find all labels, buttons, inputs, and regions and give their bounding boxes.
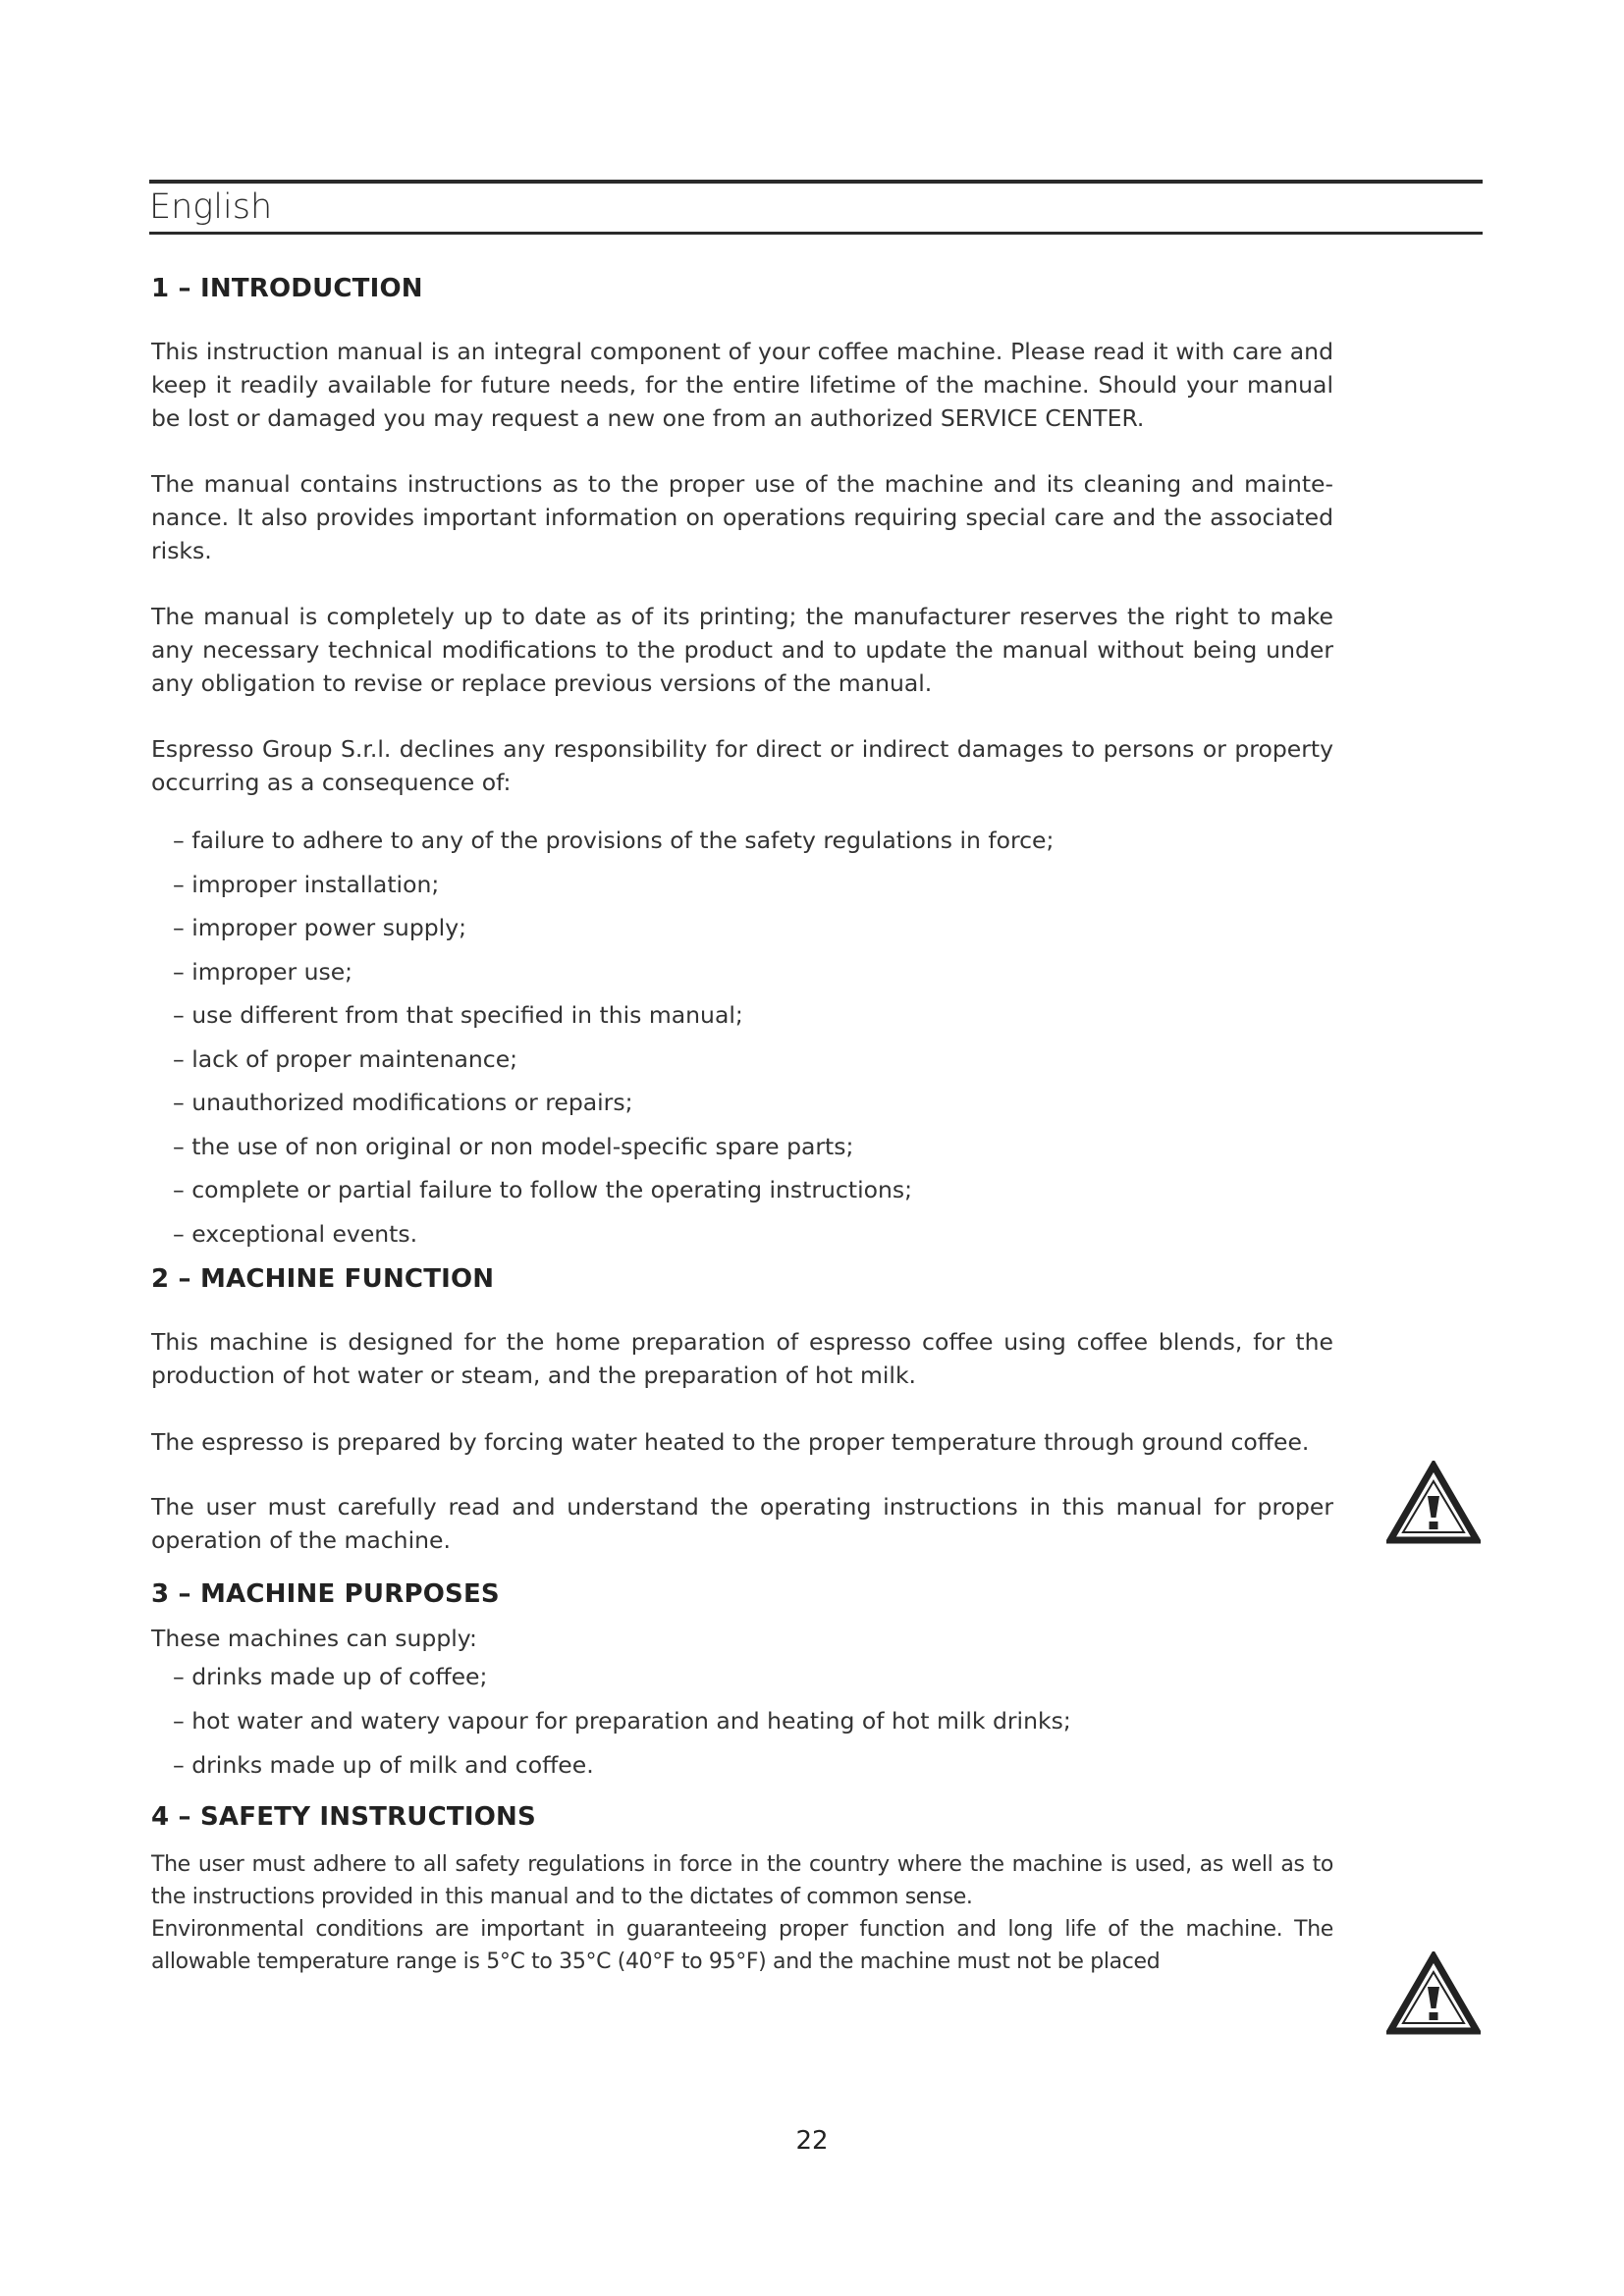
header-rule-top <box>149 180 1483 184</box>
paragraph: Environmental conditions are important in guaranteeing proper function and long life of the machine. The allowable temperature range is 5°C to 35°C (40°F to 95°F) and the machine must not be placed <box>151 1917 1333 1974</box>
list-item: – improper installation; <box>173 870 440 898</box>
list-item: – drinks made up of coffee; <box>173 1663 488 1690</box>
paragraph: Espresso Group S.r.l. declines any responsibility for direct or indirect damages to persons or property occurring as a consequence of: <box>151 735 1333 796</box>
paragraph: The espresso is prepared by forcing water heated to the proper temperature through ground coffee. <box>151 1428 1310 1456</box>
list-item: – improper use; <box>173 957 353 986</box>
list-item: – failure to adhere to any of the provisions of the safety regulations in force; <box>173 827 1055 854</box>
section-title: 2 – MACHINE FUNCTION <box>151 1264 495 1294</box>
paragraph: The manual contains instructions as to the proper use of the machine and its cleaning and maintenance. It also provides important information on operations requiring special care and the associated risks. <box>151 470 1333 564</box>
section-introduction <box>151 271 1333 1255</box>
paragraph: This instruction manual is an integral component of your coffee machine. Please read it with care and keep it readily available for future needs, for the entire lifetime of the machine. Should your manual be lost or damaged you may request a new one from an authorized SERVICE CENTER. <box>151 338 1333 432</box>
list-item: – complete or partial failure to follow the operating instructions; <box>173 1176 913 1203</box>
paragraph: The user must adhere to all safety regulations in force in the country where the machine is used, as well as to the instructions provided in this manual and to the dictates of common sense. <box>151 1852 1333 1909</box>
list-item: – use different from that specified in this manual; <box>173 1001 743 1029</box>
warning-triangle-icon <box>1386 1951 1481 2036</box>
list-item: – the use of non original or non model-specific spare parts; <box>173 1132 854 1160</box>
paragraph: The manual is completely up to date as of its printing; the manufacturer reserves the right to make any necessary technical modifications to the product and to update the manual without being under any obligation to revise or replace previous versions of the manual. <box>151 603 1333 697</box>
list-item: – lack of proper maintenance; <box>173 1044 518 1073</box>
warning-triangle-icon <box>1386 1461 1481 1545</box>
section-title: 4 – SAFETY INSTRUCTIONS <box>151 1802 536 1832</box>
list-item: – hot water and watery vapour for preparation and heating of hot milk drinks; <box>173 1707 1071 1735</box>
liability-list <box>151 819 1333 1255</box>
section-machine-function <box>151 1261 1333 1557</box>
language-label: English <box>149 187 273 227</box>
list-item: – drinks made up of milk and coffee. <box>173 1751 594 1779</box>
section-title: 3 – MACHINE PURPOSES <box>151 1579 500 1609</box>
list-item: – unauthorized modifications or repairs; <box>173 1089 633 1116</box>
section-machine-purposes <box>151 1576 1333 1788</box>
paragraph: The user must carefully read and understand the operating instructions in this manual for proper operation of the machine. <box>151 1493 1333 1554</box>
list-item: – exceptional events. <box>173 1219 418 1248</box>
section-safety-instructions <box>151 1799 1333 1978</box>
purposes-list <box>151 1655 1333 1788</box>
safety-text <box>151 1848 1333 1978</box>
content-column <box>151 271 1333 1978</box>
page-number: 22 <box>795 2126 829 2156</box>
section-title: 1 – INTRODUCTION <box>151 274 423 303</box>
paragraph: These machines can supply: <box>151 1625 477 1652</box>
paragraph: This machine is designed for the home preparation of espresso coffee using coffee blends, for the production of hot water or steam, and the preparation of hot milk. <box>151 1328 1333 1389</box>
header-rule-bottom <box>149 232 1483 235</box>
list-item: – improper power supply; <box>173 914 467 941</box>
